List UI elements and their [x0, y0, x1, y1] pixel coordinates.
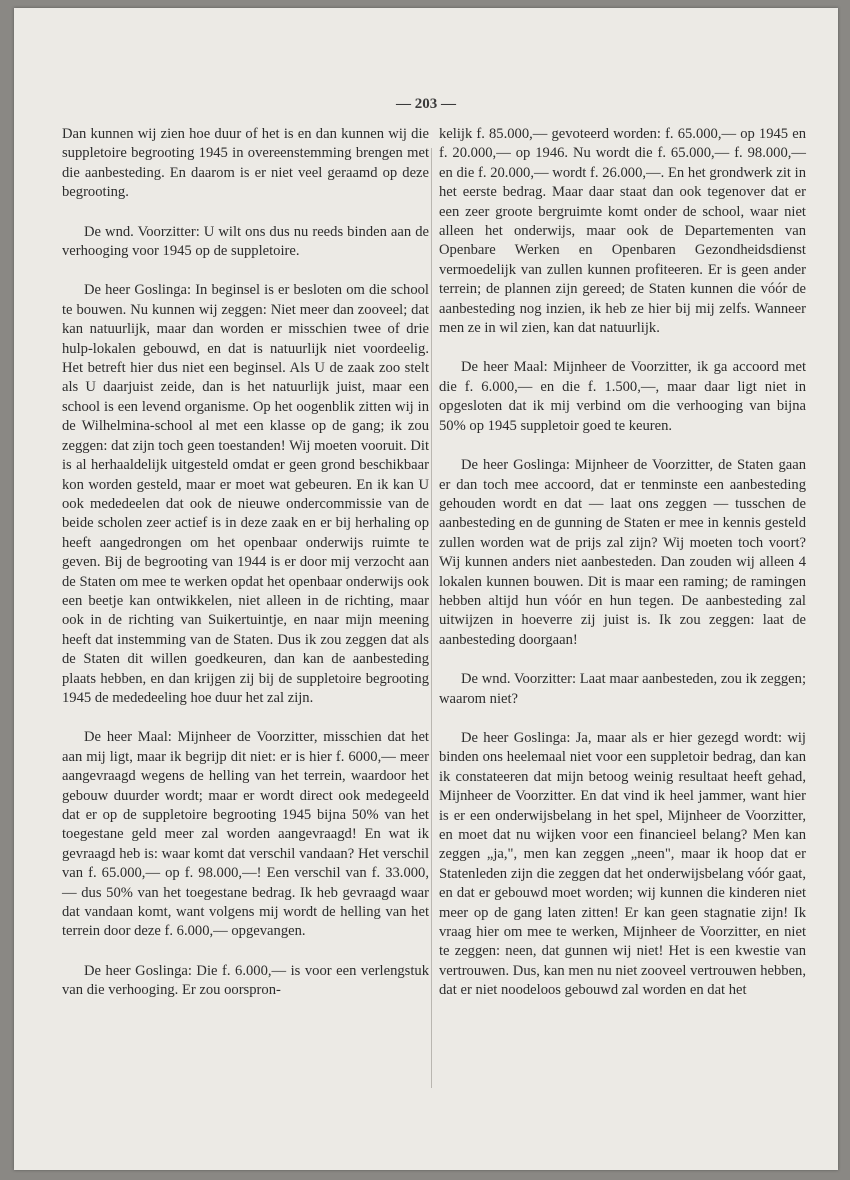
paragraph: De heer Goslinga: Mijnheer de Voorzitter, de Staten gaan er dan toch mee accoord, dat er tenminste een aanbesteding gehouden wordt en dat — laat ons zeggen — tusschen de aanbesteding en de gunning de Staten er mee in kennis gesteld zullen worden wat de prijs zal zijn? Wij moeten toch voort? Wij kunnen anders niet aanbesteden. Dan zouden wij alleen 4 lokalen kunnen bouwen. Dit is maar een raming; de ramingen hebben altijd hun vóór en hun tegen. De aanbesteding zal uitwijzen in hoeverre zij juist is. Ik zou zeggen: laat de aanbesteding doorgaan! [439, 457, 806, 648]
paragraph: De wnd. Voorzitter: Laat maar aanbesteden, zou ik zeggen; waarom niet? [439, 671, 806, 707]
page-number: — 203 — [396, 96, 456, 112]
left-column [62, 125, 429, 1001]
right-column [439, 125, 806, 1001]
paragraph: De heer Maal: Mijnheer de Voorzitter, misschien dat het aan mij ligt, maar ik begrijp dit niet: er is hier f. 6000,— meer aangevraagd wegens de helling van het terrein, waardoor het gebouw duurder wordt; maar er wordt direct ook medegeeld dat er op de suppletoire begrooting 1945 bijna 50% van het toegestane geld meer zal worden aangevraagd! En wat ik gevraagd heb is: waar komt dat verschil vandaan? Het verschil van f. 65.000,— op f. 98.000,—! Een verschil van f. 33.000,— dus 50% van het toegestane bedrag. Ik heb gevraagd waar dat vandaan komt, want volgens mij wordt de helling van het terrein door deze f. 6.000,— opgevangen. [62, 729, 429, 940]
document-page [14, 8, 838, 1170]
paragraph: De heer Maal: Mijnheer de Voorzitter, ik ga accoord met die f. 6.000,— en die f. 1.500,—, maar daar ligt niet in opgesloten dat ik mij verbind om die verhooging van bijna 50% op 1945 suppletoir goed te keuren. [439, 359, 806, 434]
paragraph: De heer Goslinga: Ja, maar als er hier gezegd wordt: wij binden ons heelemaal niet voor een suppletoir bedrag, dan kan ik constateeren dat mijn betoog weinig resultaat heeft gehad, Mijnheer de Voorzitter. En dat vind ik heel jammer, want hier is er een onderwijsbelang in het spel, Mijnheer de Voorzitter, en moet dat nu wijken voor een financieel belang? Men kan zeggen „ja,", men kan zeggen „neen", maar ik hoop dat er Statenleden zijn die zeggen dat het onderwijsbelang vóór gaat, en dat er gebouwd moet worden; wij kunnen die kinderen niet meer op de gang laten zitten! Er kan geen stagnatie zijn! Ik vraag hier om mee te werken, Mijnheer de Voorzitter, en niet te zeggen: neen, dat gunnen wij niet! Het is een kwestie van vertrouwen. Dus, kan men nu niet zooveel vertrouwen hebben, dat er niet noodeloos gebouwd zal worden en dat het [439, 729, 806, 999]
paragraph: De heer Goslinga: In beginsel is er besloten om die school te bouwen. Nu kunnen wij zeggen: Niet meer dan zooveel; dat kan natuurlijk, maar dan worden er misschien twee of drie hulp-lokalen gebouwd, en dat is natuurlijk niet voordeelig. Het betreft hier dus niet een beginsel. Als U de zaak zoo stelt als U daarjuist zeide, dan is het natuurlijk juist, maar een school is een levend organisme. Op het oogenblik zitten wij in de Wilhelmina-school al met een klasse op de gang; ik zou zeggen: dat zijn toch geen toestanden! Wij moeten vooruit. Dit is al herhaaldelijk uitgesteld omdat er geen grond beschikbaar kon worden gesteld, maar er moet wat gebeuren. En ik kan U ook mededeelen dat ook de nieuwe ondercommissie van de beide scholen zeer actief is in deze zaak en er bij herhaling op heeft aangedrongen om het openbaar onderwijs ruimte te geven. Bij de begrooting van 1944 is er door mij verzocht aan de Staten om mee te werken opdat het openbaar onderwijs ook een beetje kan ontwikkelen, niet alleen in de richting, maar ook in de richting van Suikertuintje, en naar mijn meening heeft dat instemming van de Staten. Dus ik zou zeggen dat als de Staten dit willen goedkeuren, dan kan de aanbesteding plaats hebben, en dan krijgen zij bij de suppletoire begrooting 1945 de mededeeling hoe duur het zal zijn. [62, 282, 429, 706]
paragraph: De heer Goslinga: Die f. 6.000,— is voor een verlengstuk van die verhooging. Er zou oorspron- [62, 962, 429, 999]
paragraph: Dan kunnen wij zien hoe duur of het is en dan kunnen wij die suppletoire begrooting 1945 in overeenstemming brengen met die aanbesteding. En daarom is er niet veel geraamd op deze begrooting. [62, 126, 429, 201]
paragraph: kelijk f. 85.000,— gevoteerd worden: f. 65.000,— op 1945 en f. 20.000,— op 1946. Nu wordt die f. 65.000,— f. 98.000,— en die f. 20.000,— wordt f. 26.000,—. En het grondwerk zit in het eerste bedrag. Maar daar staat dan ook tegenover dat er een zeer groote bergruimte komt onder de school, waar niet alleen het onderwijs, maar ook de Departementen van Openbare Werken en Openbaren Gezondheidsdienst vermoedelijk van zullen kunnen profiteeren. Er is geen ander terrein; de plannen zijn gereed; de Staten kunnen die vóór de aanbesteding nog inzien, ik heb ze hier bij mij zelfs. Wanneer men ze in wil zien, kan dat natuurlijk. [439, 126, 806, 337]
column-divider [431, 148, 432, 1088]
paragraph: De wnd. Voorzitter: U wilt ons dus nu reeds binden aan de verhooging voor 1945 op de suppletoire. [62, 223, 429, 260]
